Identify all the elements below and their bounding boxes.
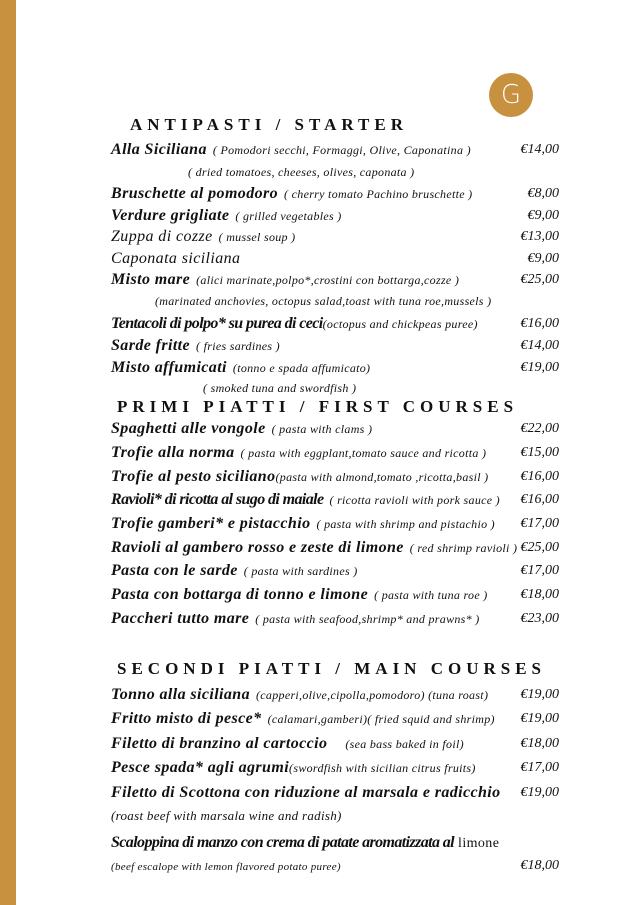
item-name: Pasta con bottarga di tonno e limone xyxy=(111,586,369,603)
item-desc: (octopus and chickpeas puree) xyxy=(322,317,478,331)
section-title-antipasti: ANTIPASTI / STARTER xyxy=(130,115,408,134)
item-name: Pesce spada* agli agrumi xyxy=(111,759,290,776)
item-name: Filetto di branzino al cartoccio xyxy=(111,735,328,752)
menu-item xyxy=(111,442,559,464)
item-desc: ( red shrimp ravioli ) xyxy=(409,541,518,555)
item-desc-en: ( smoked tuna and swordfish ) xyxy=(203,381,357,395)
item-name: Tonno alla siciliana xyxy=(111,686,250,703)
item-desc: ( pasta with seafood,shrimp* and prawns* ) xyxy=(255,612,480,626)
menu-item xyxy=(111,584,559,606)
item-desc: ( pasta with sardines ) xyxy=(243,564,358,578)
item-price: €14,00 xyxy=(520,142,559,157)
item-price: €19,00 xyxy=(520,360,559,375)
menu-item xyxy=(111,139,559,161)
item-desc: ( fries sardines ) xyxy=(196,339,280,353)
item-price: €17,00 xyxy=(520,563,559,578)
menu-item xyxy=(111,608,559,630)
menu-item xyxy=(111,183,559,205)
item-price: €22,00 xyxy=(520,421,559,436)
item-name: Filetto di Scottona con riduzione al marsala e radicchio xyxy=(111,784,501,801)
item-name: Ravioli* di ricotta al sugo di maiale xyxy=(111,491,324,508)
item-price: €15,00 xyxy=(520,445,559,460)
item-name: Misto mare xyxy=(111,271,191,288)
menu-item xyxy=(111,418,559,440)
menu-item xyxy=(111,513,559,535)
menu-item xyxy=(111,684,559,706)
item-price: €16,00 xyxy=(520,469,559,484)
menu-item xyxy=(111,248,559,270)
item-name: Ravioli al gambero rosso e zeste di limone xyxy=(111,539,404,556)
item-price: €17,00 xyxy=(520,516,559,531)
item-desc: (tonno e spada affumicato) xyxy=(232,361,371,375)
item-name: Zuppa di cozze xyxy=(111,228,213,245)
item-name: Trofie al pesto siciliano xyxy=(111,468,276,485)
menu-item xyxy=(111,757,559,779)
item-price: €8,00 xyxy=(527,186,559,201)
item-price: €19,00 xyxy=(520,785,559,800)
item-desc: (alici marinate,polpo*,crostini con bottarga,cozze ) xyxy=(196,273,460,287)
item-price: €25,00 xyxy=(520,540,559,555)
item-desc: ( Pomodori secchi, Formaggi, Olive, Caponatina ) xyxy=(212,143,471,157)
item-name: Bruschette al pomodoro xyxy=(111,185,279,202)
item-price: €9,00 xyxy=(527,208,559,223)
item-desc: ( mussel soup ) xyxy=(218,230,296,244)
item-desc-en: ( dried tomatoes, cheeses, olives, caponata ) xyxy=(188,165,415,179)
item-name-tail: limone xyxy=(458,836,500,851)
item-price: €19,00 xyxy=(520,711,559,726)
item-price: €25,00 xyxy=(520,272,559,287)
item-name: Sarde fritte xyxy=(111,337,191,354)
menu-item xyxy=(111,560,559,582)
item-desc: (capperi,olive,cipolla,pomodoro) (tuna roast) xyxy=(256,688,489,702)
item-price: €18,00 xyxy=(520,587,559,602)
item-desc: ( cherry tomato Pachino bruschette ) xyxy=(284,187,473,201)
item-name: Scaloppina di manzo con crema di patate aromatizzata al xyxy=(111,834,455,851)
menu-item xyxy=(111,733,559,755)
section-title-primi: PRIMI PIATTI / FIRST COURSES xyxy=(117,397,519,416)
item-name: Verdure grigliate xyxy=(111,207,230,224)
item-desc: (pasta with almond,tomato ,ricotta,basil ) xyxy=(275,470,489,484)
menu-item xyxy=(111,335,559,357)
item-desc: (calamari,gamberi)( fried squid and shrimp) xyxy=(267,712,495,726)
item-desc: ( pasta with tuna roe ) xyxy=(374,588,488,602)
item-name: Pasta con le sarde xyxy=(111,562,238,579)
menu-item xyxy=(111,226,559,248)
item-price: €18,00 xyxy=(520,736,559,751)
item-name: Tentacoli di polpo* su purea di ceci xyxy=(111,315,323,332)
menu-item xyxy=(111,269,559,291)
item-name: Fritto misto di pesce* xyxy=(111,710,262,727)
item-desc: ( pasta with eggplant,tomato sauce and ricotta ) xyxy=(240,446,487,460)
menu-item xyxy=(111,466,559,488)
item-price: €16,00 xyxy=(520,492,559,507)
item-price: €16,00 xyxy=(520,316,559,331)
item-name: Paccheri tutto mare xyxy=(111,610,250,627)
item-name: Trofie gamberi* e pistacchio xyxy=(111,515,311,532)
section-title-secondi: SECONDI PIATTI / MAIN COURSES xyxy=(117,659,547,678)
item-name: Caponata siciliana xyxy=(111,250,241,267)
menu-item xyxy=(111,205,559,227)
item-price: €13,00 xyxy=(520,229,559,244)
menu-item xyxy=(111,782,559,804)
item-desc-en: (roast beef with marsala wine and radish) xyxy=(111,808,342,823)
item-desc: (sea bass baked in foil) xyxy=(345,737,464,751)
item-name: Misto affumicati xyxy=(111,359,227,376)
item-desc: ( grilled vegetables ) xyxy=(235,209,342,223)
item-desc-en: (beef escalope with lemon flavored potato puree) xyxy=(111,861,341,873)
restaurant-logo: G xyxy=(489,73,533,117)
item-price: €17,00 xyxy=(520,760,559,775)
menu-item xyxy=(111,489,559,511)
item-desc: (swordfish with sicilian citrus fruits) xyxy=(289,761,476,775)
item-desc-en: (marinated anchovies, octopus salad,toast with tuna roe,mussels ) xyxy=(155,294,492,308)
menu-item xyxy=(111,708,559,730)
item-desc: ( pasta with clams ) xyxy=(271,422,373,436)
item-price: €9,00 xyxy=(527,251,559,266)
item-name: Alla Siciliana xyxy=(111,141,207,158)
item-price: €18,00 xyxy=(520,858,559,873)
item-desc: ( ricotta ravioli with pork sauce ) xyxy=(329,493,500,507)
item-price: €14,00 xyxy=(520,338,559,353)
item-desc: ( pasta with shrimp and pistachio ) xyxy=(316,517,495,531)
menu-item-price-row xyxy=(111,855,559,877)
menu-item xyxy=(111,313,559,335)
item-name: Spaghetti alle vongole xyxy=(111,420,266,437)
gold-side-bar xyxy=(0,0,16,905)
item-price: €23,00 xyxy=(520,611,559,626)
item-price: €19,00 xyxy=(520,687,559,702)
menu-item xyxy=(111,832,559,854)
menu-item xyxy=(111,537,559,559)
menu-item xyxy=(111,357,559,379)
item-name: Trofie alla norma xyxy=(111,444,235,461)
